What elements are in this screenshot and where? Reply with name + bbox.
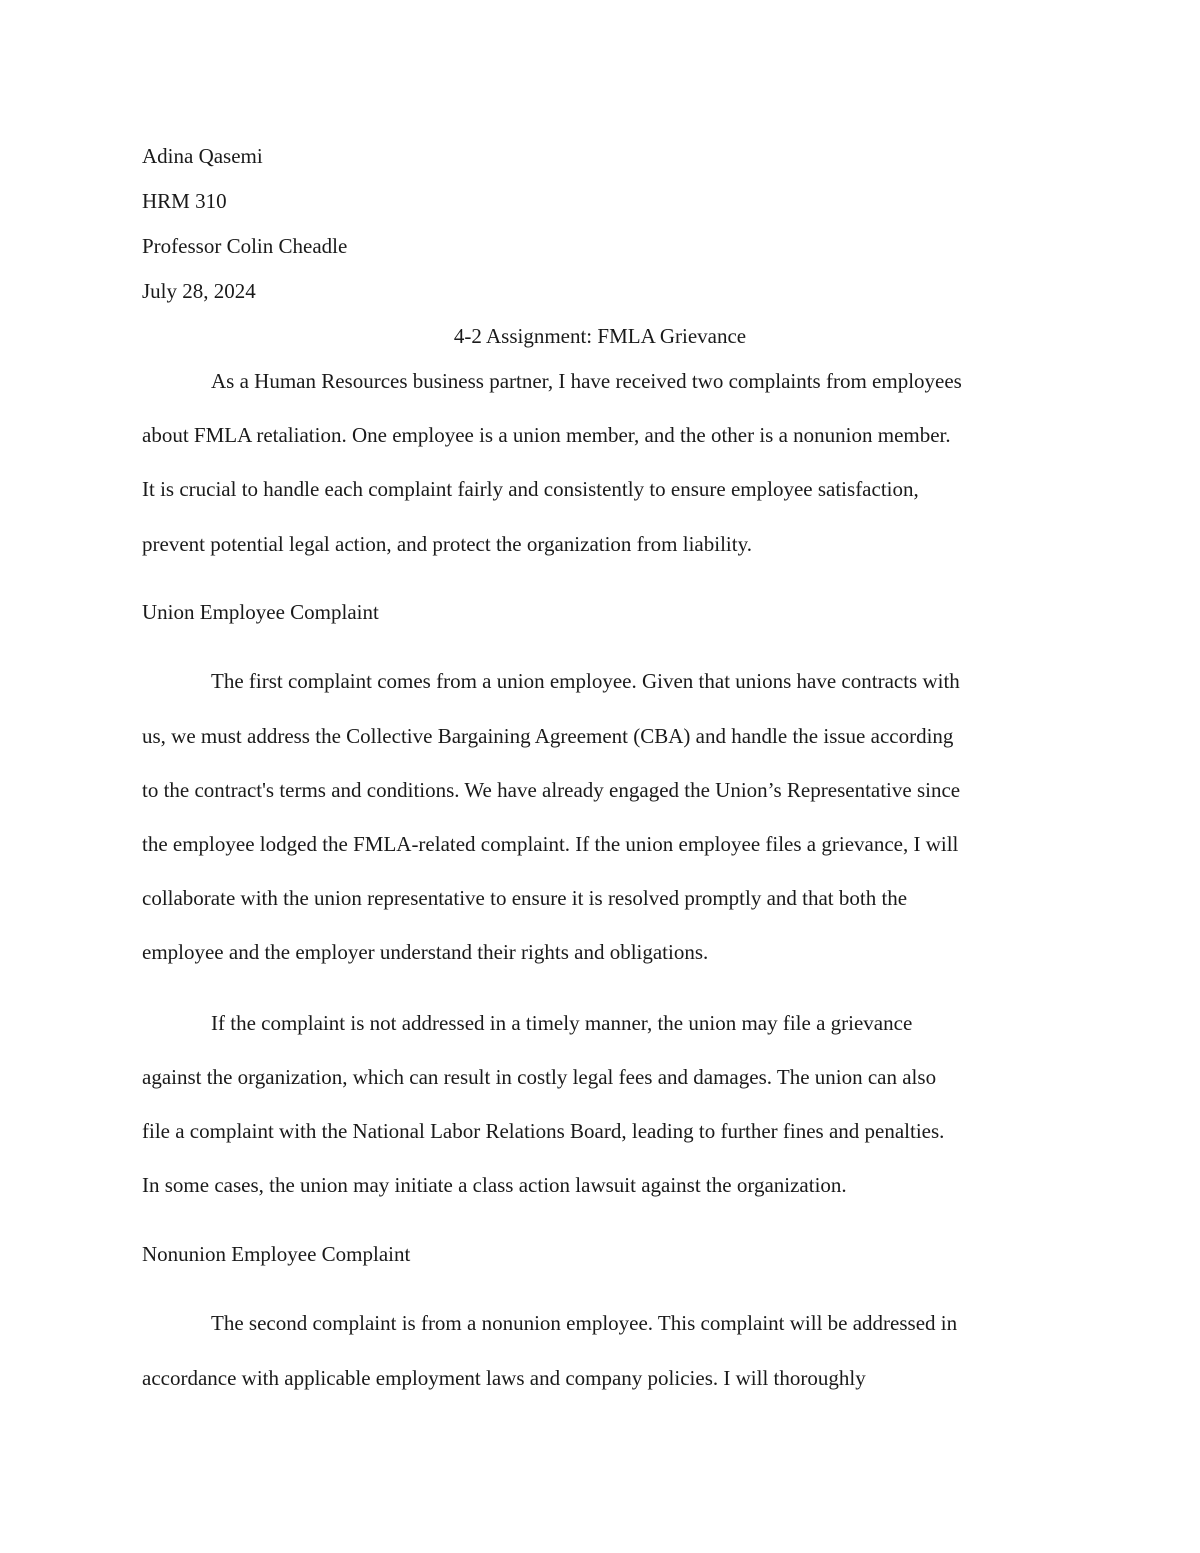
paragraph-line: The first complaint comes from a union employee. Given that unions have contracts with xyxy=(211,669,960,693)
paragraph-line: about FMLA retaliation. One employee is a union member, and the other is a nonunion member. xyxy=(142,423,951,447)
paragraph-line: As a Human Resources business partner, I have received two complaints from employees xyxy=(211,369,962,393)
paragraph-line: file a complaint with the National Labor Relations Board, leading to further fines and penalties. xyxy=(142,1119,945,1143)
paragraph-line: It is crucial to handle each complaint fairly and consistently to ensure employee satisfaction, xyxy=(142,477,919,501)
paragraph-line: accordance with applicable employment laws and company policies. I will thoroughly xyxy=(142,1366,866,1390)
paragraph-line: prevent potential legal action, and protect the organization from liability. xyxy=(142,532,752,556)
paragraph-line: In some cases, the union may initiate a class action lawsuit against the organization. xyxy=(142,1173,847,1197)
paragraph-line: us, we must address the Collective Bargaining Agreement (CBA) and handle the issue according xyxy=(142,724,954,748)
paragraph-line: collaborate with the union representative to ensure it is resolved promptly and that both the xyxy=(142,886,908,910)
submission-date: July 28, 2024 xyxy=(142,279,256,303)
course-code: HRM 310 xyxy=(142,189,227,213)
author-name: Adina Qasemi xyxy=(142,144,263,168)
section-heading-nonunion: Nonunion Employee Complaint xyxy=(142,1242,411,1266)
section-heading-union: Union Employee Complaint xyxy=(142,600,379,624)
professor-name: Professor Colin Cheadle xyxy=(142,234,348,258)
paragraph-line: against the organization, which can result in costly legal fees and damages. The union can also xyxy=(142,1065,937,1089)
document-title: 4-2 Assignment: FMLA Grievance xyxy=(453,324,747,348)
paragraph-line: to the contract's terms and conditions. We have already engaged the Union’s Representative since xyxy=(142,778,961,802)
paragraph-line: the employee lodged the FMLA-related complaint. If the union employee files a grievance, I will xyxy=(142,832,959,856)
paragraph-line: employee and the employer understand their rights and obligations. xyxy=(142,940,709,964)
paragraph-line: The second complaint is from a nonunion employee. This complaint will be addressed in xyxy=(211,1311,958,1335)
paragraph-line: If the complaint is not addressed in a timely manner, the union may file a grievance xyxy=(211,1011,913,1035)
